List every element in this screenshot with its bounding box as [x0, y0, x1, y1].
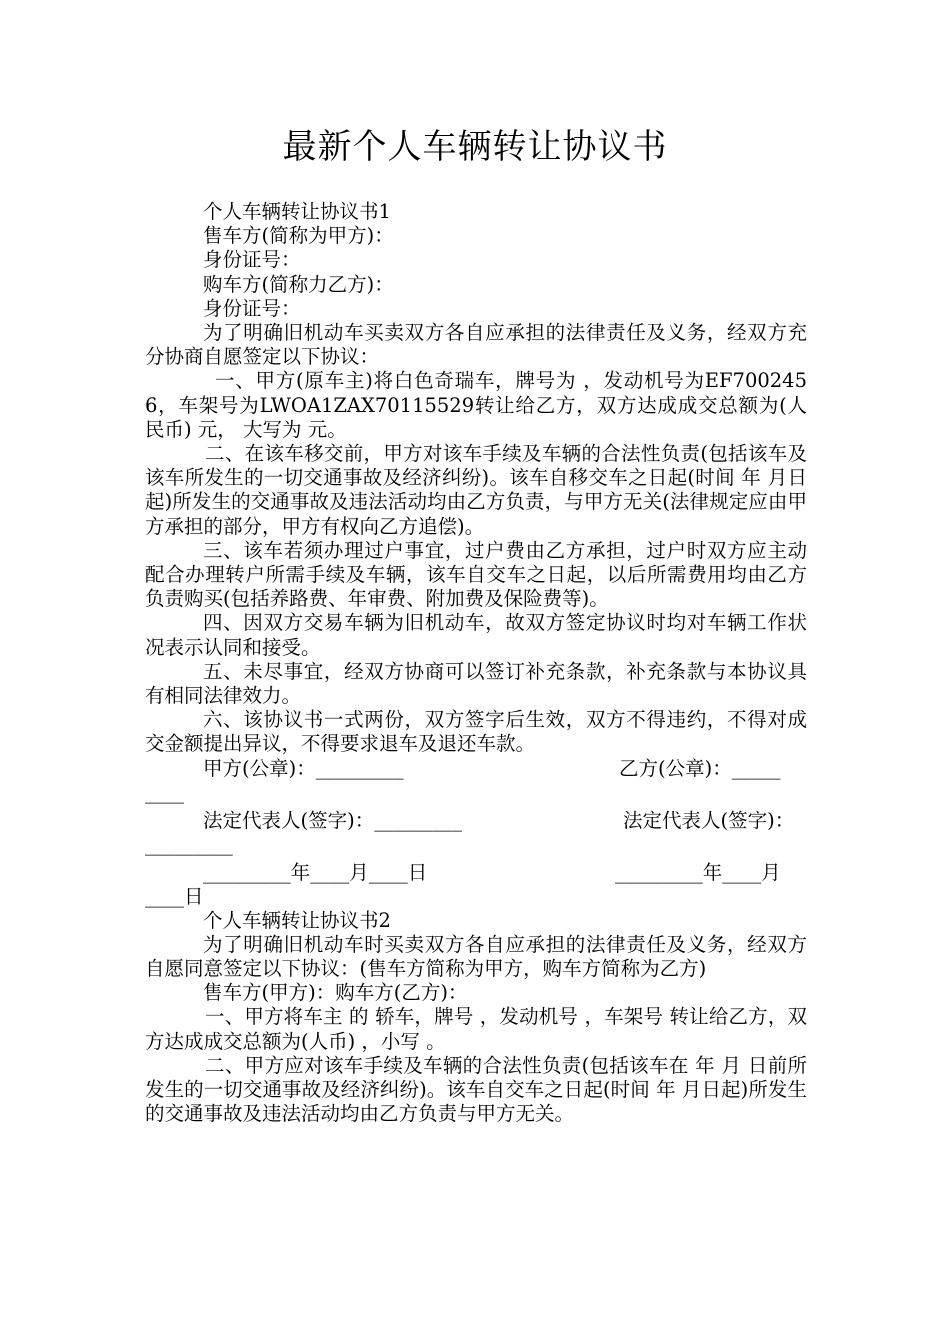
signature-row-seal: [145, 757, 807, 805]
party-b-representative-continuation: _________: [145, 832, 233, 856]
buyer-label: 购车方(简称力乙方)：: [203, 272, 394, 296]
section2-clause-1: 一、甲方将车主 的 轿车，牌号 ，发动机号 ，车架号 转让给乙方，双方达成成交总额为(人币) ，小写 。: [145, 1005, 807, 1053]
section2-heading: 个人车辆转让协议书2: [203, 908, 391, 932]
section1-intro: 为了明确旧机动车买卖双方各自应承担的法律责任及义务，经双方充分协商自愿签定以下协议：: [145, 321, 807, 369]
party-b-seal-continuation: ____: [145, 780, 184, 804]
seller-id-label: 身份证号：: [203, 248, 301, 272]
party-b-representative: 法定代表人(签字)：: [623, 808, 795, 832]
document-body: [145, 200, 807, 1127]
buyer-id-label: 身份证号：: [203, 296, 301, 320]
party-b-date: _________年____月: [615, 860, 781, 884]
party-a-date: _________年____月____日: [203, 860, 428, 884]
party-b-seal: 乙方(公章)：_____: [619, 756, 781, 780]
signature-row-date: [145, 861, 807, 909]
section1-clause-6: 六、该协议书一式两份，双方签字后生效，双方不得违约，不得对成交金额提出异议，不得要求退车及退还车款。: [145, 708, 807, 756]
section1-clause-1: 一、甲方(原车主)将白色奇瑞车，牌号为 ，发动机号为EF7002456，车架号为LWOA1ZAX70115529转让给乙方，双方达成成交总额为(人民币) 元， 大写为 元。: [145, 369, 807, 441]
party-b-date-continuation: ____日: [145, 884, 204, 908]
section1-clause-3: 三、该车若须办理过户事宜，过户费由乙方承担，过户时双方应主动配合办理转户所需手续及车辆，该车自交车之日起，以后所需费用均由乙方负责购买(包括养路费、年审费、附加费及保险费等)。: [145, 538, 807, 611]
seller-label: 售车方(简称为甲方)：: [203, 224, 394, 248]
document-title: 最新个人车辆转让协议书: [282, 127, 668, 167]
section1-heading: 个人车辆转让协议书1: [203, 200, 391, 223]
party-a-representative: 法定代表人(签字)：_________: [203, 808, 462, 832]
signature-row-representative: [145, 809, 807, 857]
section1-clause-2: 二、在该车移交前，甲方对该车手续及车辆的合法性负责(包括该车及该车所发生的一切交通事故及经济纠纷)。该车自移交车之日起(时间 年 月日起)所发生的交通事故及违法活动均由乙方负责，与甲方无关(法律规定应由甲方承担的部分，甲方有权向乙方追偿)。: [145, 442, 807, 538]
section1-clause-5: 五、未尽事宜，经双方协商可以签订补充条款，补充条款与本协议具有相同法律效力。: [145, 659, 807, 708]
section2-clause-2: 二、甲方应对该车手续及车辆的合法性负责(包括该车在 年 月 日前所发生的一切交通事故及经济纠纷)。该车自交车之日起(时间 年 月日起)所发生的交通事故及违法活动均由乙方负责与甲方无关。: [145, 1053, 807, 1126]
party-a-seal: 甲方(公章)：_________: [203, 756, 404, 780]
section2-parties: 售车方(甲方)：购车方(乙方)：: [203, 981, 468, 1005]
section2-intro: 为了明确旧机动车时买卖双方各自应承担的法律责任及义务，经双方自愿同意签定以下协议：(售车方简称为甲方，购车方简称为乙方): [145, 932, 807, 981]
section1-clause-4: 四、因双方交易车辆为旧机动车，故双方签定协议时均对车辆工作状况表示认同和接受。: [145, 611, 807, 659]
